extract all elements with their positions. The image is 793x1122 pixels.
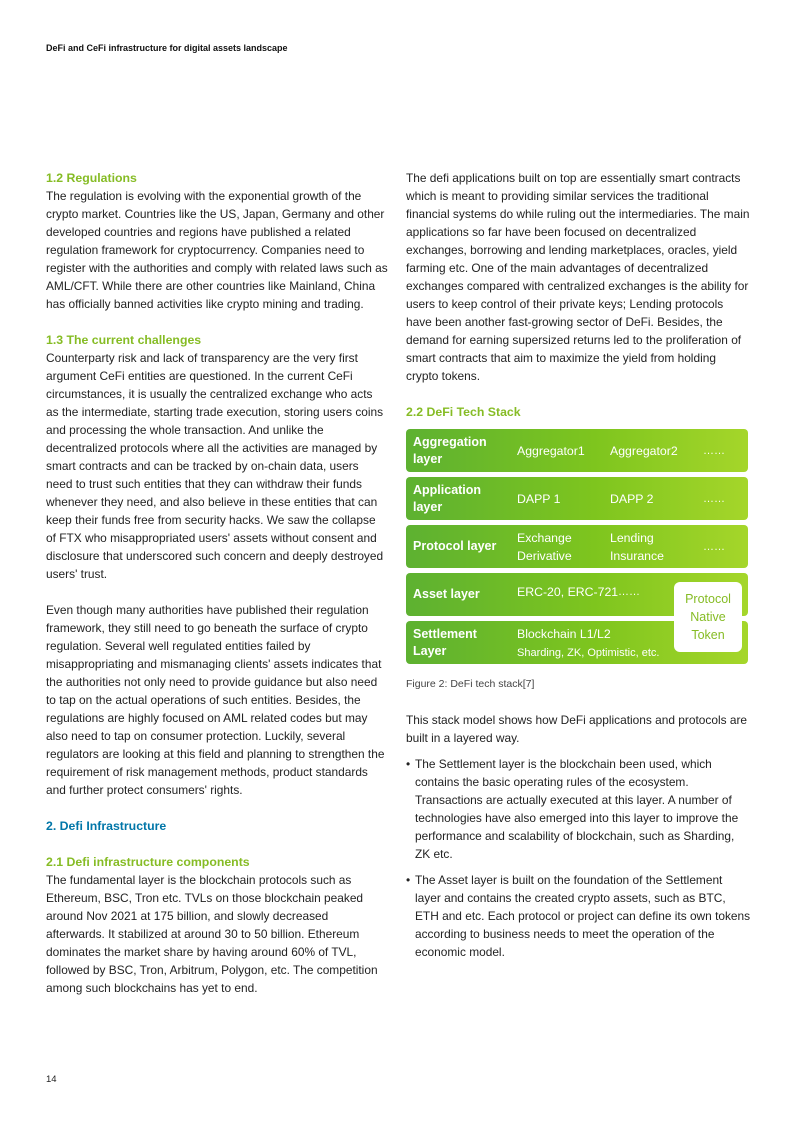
section-heading-challenges: 1.3 The current challenges bbox=[46, 333, 202, 347]
protocol-layer bbox=[406, 525, 748, 568]
figure-caption: Figure 2: DeFi tech stack[7] bbox=[406, 678, 535, 690]
challenges-paragraph-2: Even though many authorities have published their regulation framework, they still need to go beneath the surface of crypto regulation. Several well regulated entities failed by misappropriating and mismanaging clients' assets indicates that the authorities not only need to provide guidance but also need to tap on the actual operations of such entities. Besides, the regulations are highly focused on AML related codes but may also need to tap on consumer protection. Luckily, several regulators are looking at this field and planning to strengthen the requirement of risk management methods, product standards and further protect consumers' rights. bbox=[46, 603, 385, 797]
defi-tech-stack-diagram bbox=[406, 429, 749, 667]
application-layer bbox=[406, 477, 748, 520]
regulations-paragraph: The regulation is evolving with the exponential growth of the crypto market. Countries like the US, Japan, Germany and other developed countries and regions have published a related regulation framework for cryptocurrency. Companies need to register with the authorities and comply with related laws such as AML/CFT. While there are other countries like Mainland, China has officially banned activities like crypto mining and trading. bbox=[46, 189, 388, 311]
lending-label: Lending bbox=[610, 531, 654, 545]
aggregator1-label: Aggregator1 bbox=[517, 444, 585, 458]
components-paragraph: The fundamental layer is the blockchain protocols such as Ethereum, BSC, Tron etc. TVLs on those blockchain peaked around Nov 2021 at 175 billion, and slowly decreased afterwards. It stabilized at around 30 to 50 billion. Ethereum dominates the market share by having around 60% of TVL, followed by BSC, Tron, Arbitrum, Polygon, etc. The competition among such blockchains has yet to end. bbox=[46, 873, 378, 995]
section-heading-tech-stack: 2.2 DeFi Tech Stack bbox=[406, 405, 521, 419]
bullet-asset-layer: • The Asset layer is built on the foundation of the Settlement layer and contains the created crypto assets, such as BTC, ETH and etc. Each protocol or project can define its own tokens according to business needs to meet the operation of the economic model. bbox=[406, 871, 751, 961]
dapp1-label: DAPP 1 bbox=[517, 492, 561, 506]
aggregation-layer bbox=[406, 429, 748, 472]
erc-standards-label: ERC-20, ERC-721 bbox=[517, 585, 619, 599]
layer-bullet-list bbox=[406, 755, 751, 961]
blockchain-label: Blockchain L1/L2 bbox=[517, 627, 611, 641]
asset-more-dots: …… bbox=[618, 586, 640, 598]
settlement-layer-label: Settlement Layer bbox=[413, 626, 477, 658]
left-column bbox=[46, 169, 388, 997]
scaling-tech-label: Sharding, ZK, Optimistic, etc. bbox=[517, 647, 660, 659]
application-layer-label: Application layer bbox=[413, 482, 482, 514]
stack-model-paragraph: This stack model shows how DeFi applications and protocols are built in a layered way. bbox=[406, 713, 748, 745]
section-heading-defi-infrastructure: 2. Defi Infrastructure bbox=[46, 819, 167, 833]
aggregator2-label: Aggregator2 bbox=[610, 444, 678, 458]
right-column bbox=[406, 169, 751, 961]
challenges-paragraph-1: Counterparty risk and lack of transparency are the very first argument CeFi entities are questioned. In the current CeFi circumstances, it is usually the centralized exchange who acts as the intermediate, starting trade execution, storing users coins and processing the whole transaction. And unlike the decentralized protocols where all the activities are managed by smart contracts and can be tracked by on-chain data, users need to trust such entities that they can withdraw their funds whenever they need, and also believe in these entities that can keep their funds free from security hacks. We saw the collapse of FTX who misappropriated users' assets without consent and disclosure that underscored such concern and deeply destroyed users' trust. bbox=[46, 351, 384, 581]
protocol-layer-label: Protocol layer bbox=[413, 539, 497, 553]
aggregation-layer-label: Aggregation layer bbox=[413, 434, 487, 466]
application-more-dots: …… bbox=[703, 493, 725, 505]
protocol-more-dots: …… bbox=[703, 541, 725, 553]
derivative-label: Derivative bbox=[517, 549, 572, 563]
defi-applications-paragraph: The defi applications built on top are essentially smart contracts which is meant to providing similar services the traditional financial systems do while ruling out the intermediaries. The main applications so far have been focused on decentralized exchanges, borrowing and lending marketplaces, oracles, yield farming etc. One of the main advantages of decentralized exchanges compared with centralized exchanges is the ability for users to keep control of their private keys; Lending protocols have been another fast-growing sector of DeFi. Besides, the demand for earning supersized returns led to the proliferation of smart contracts that aim to maximize the yield from holding crypto tokens. bbox=[406, 171, 750, 383]
asset-layer-label: Asset layer bbox=[413, 587, 480, 601]
protocol-native-token-box: Protocol Native Token bbox=[674, 582, 742, 652]
exchange-label: Exchange bbox=[517, 531, 572, 545]
dapp2-label: DAPP 2 bbox=[610, 492, 654, 506]
bullet-settlement-layer: • The Settlement layer is the blockchain been used, which contains the basic operating rules of the ecosystem. Transactions are actually executed at this layer. A number of technologies have also emerged into this layer to improve the performance and scalability of blockchain, such as Sharding, ZK etc. bbox=[406, 755, 751, 863]
section-heading-components: 2.1 Defi infrastructure components bbox=[46, 855, 250, 869]
running-header: DeFi and CeFi infrastructure for digital assets landscape bbox=[46, 43, 288, 53]
section-heading-regulations: 1.2 Regulations bbox=[46, 171, 137, 185]
page-number: 14 bbox=[46, 1074, 57, 1085]
aggregation-more-dots: …… bbox=[703, 445, 725, 457]
insurance-label: Insurance bbox=[610, 549, 665, 563]
